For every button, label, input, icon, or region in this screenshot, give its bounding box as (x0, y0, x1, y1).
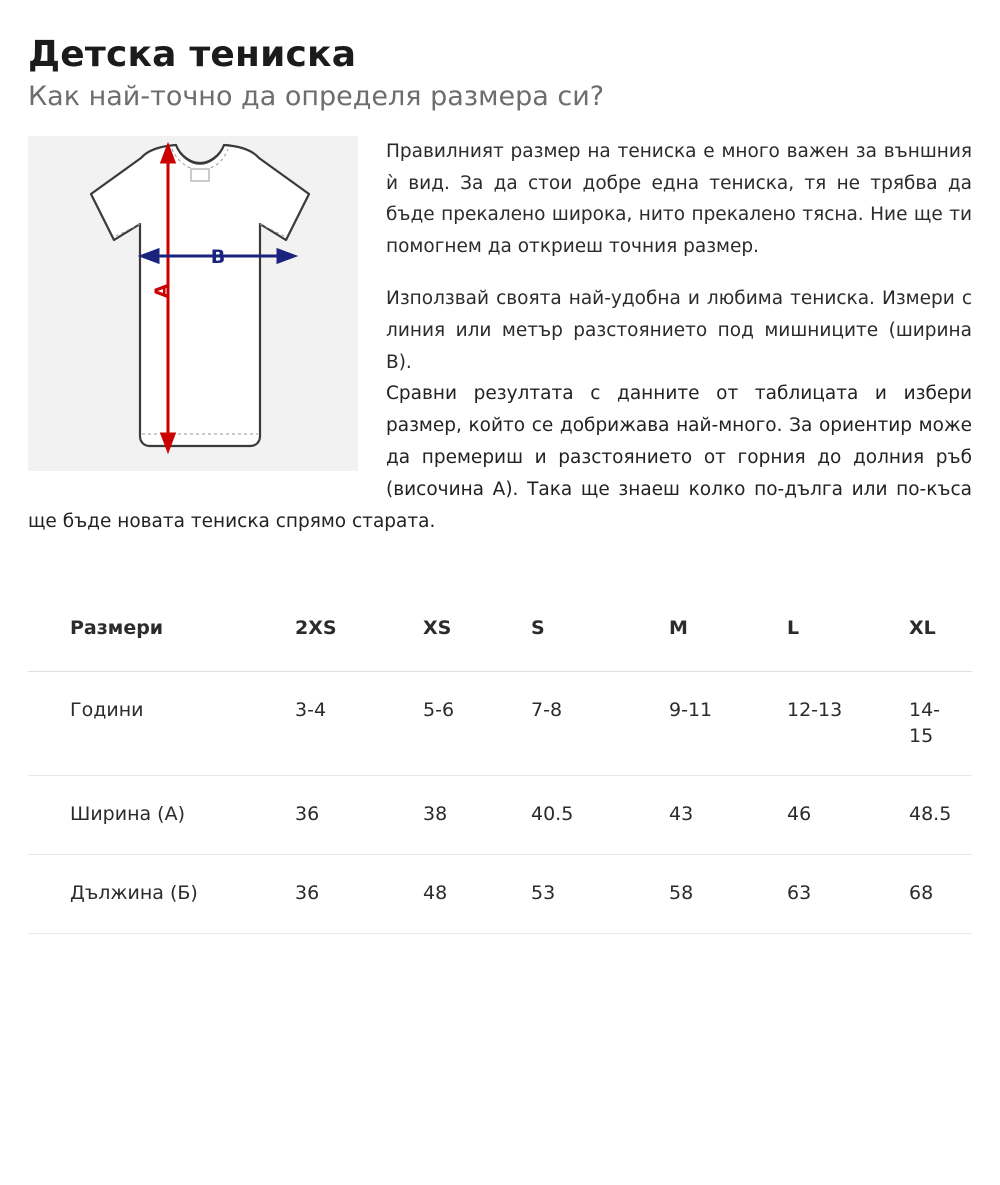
cell-text: 7-8 (531, 699, 563, 722)
cell-text: 36 (295, 882, 320, 905)
cell-text: 14-15 (909, 699, 941, 747)
column-header-m: M (669, 586, 787, 672)
cell-length-xl (909, 855, 972, 934)
cell-text: 43 (669, 803, 694, 826)
cell-text: 48 (423, 882, 448, 905)
cell-text: 68 (909, 882, 934, 905)
size-table-body (28, 672, 972, 934)
cell-text: 40.5 (531, 803, 574, 826)
cell-length-xs (423, 855, 531, 934)
tshirt-measurement-diagram (28, 136, 358, 471)
intro-paragraph-1: Правилният размер на тениска е много важен за външния ѝ вид. За да стои добре една тениска, тя не трябва да бъде прекалено широка, нито прекалено тясна. Ние ще ти помогнем да откриеш точния размер. (386, 140, 972, 258)
cell-text: 58 (669, 882, 694, 905)
row-label-text: Години (70, 699, 144, 722)
column-header-xs: XS (423, 586, 531, 672)
row-label-length (28, 855, 295, 934)
table-row (28, 672, 972, 776)
size-table-head (28, 586, 972, 672)
cell-text: 53 (531, 882, 556, 905)
cell-width-xl (909, 776, 972, 855)
cell-text: 12-13 (787, 699, 843, 722)
cell-text: 9-11 (669, 699, 713, 722)
cell-years-l (787, 672, 909, 776)
cell-text: 38 (423, 803, 448, 826)
column-header-s: S (531, 586, 669, 672)
cell-length-s (531, 855, 669, 934)
row-label-text: Ширина (А) (70, 803, 186, 826)
row-label-width (28, 776, 295, 855)
cell-years-xs (423, 672, 531, 776)
cell-text: 5-6 (423, 699, 455, 722)
cell-length-2xs (295, 855, 423, 934)
cell-width-xs (423, 776, 531, 855)
table-row (28, 776, 972, 855)
column-header-xl: XL (909, 586, 972, 672)
cell-width-s (531, 776, 669, 855)
size-table-container (28, 586, 972, 974)
cell-text: 3-4 (295, 699, 327, 722)
intro-section (28, 136, 972, 538)
column-header-sizes: Размери (28, 586, 295, 672)
size-table (28, 586, 972, 934)
column-header-2xs: 2XS (295, 586, 423, 672)
table-header-row (28, 586, 972, 672)
figure-label-width: B (210, 245, 226, 268)
intro-paragraph-2: Използвай своята най-удобна и любима тениска. Измери с линия или метър разстоянието под мишниците (ширина B). (386, 288, 972, 373)
cell-text: 63 (787, 882, 812, 905)
cell-width-2xs (295, 776, 423, 855)
row-label-years (28, 672, 295, 776)
cell-length-m (669, 855, 787, 934)
cell-width-l (787, 776, 909, 855)
cell-years-xl (909, 672, 972, 776)
column-header-l: L (787, 586, 909, 672)
cell-width-m (669, 776, 787, 855)
cell-years-s (531, 672, 669, 776)
cell-text: 48.5 (909, 803, 952, 826)
cell-text: 36 (295, 803, 320, 826)
cell-length-l (787, 855, 909, 934)
figure-label-height: A (151, 283, 173, 299)
intro-paragraph-3: Сравни резултата с данните от таблицата и избери размер, който се добрижава най-много. За ориентир може да премериш и разстоянието от горния до долния ръб (височина A). Така ще знаеш колко по-дълга или по-къса ще бъде новата тениска спрямо старата. (28, 383, 972, 532)
cell-years-m (669, 672, 787, 776)
page-subtitle: Как най-точно да определя размера си? (28, 81, 605, 113)
page-title: Детска тениска (28, 34, 357, 75)
cell-text: 46 (787, 803, 812, 826)
table-row (28, 855, 972, 934)
cell-years-2xs (295, 672, 423, 776)
row-label-text: Дължина (Б) (70, 882, 198, 905)
